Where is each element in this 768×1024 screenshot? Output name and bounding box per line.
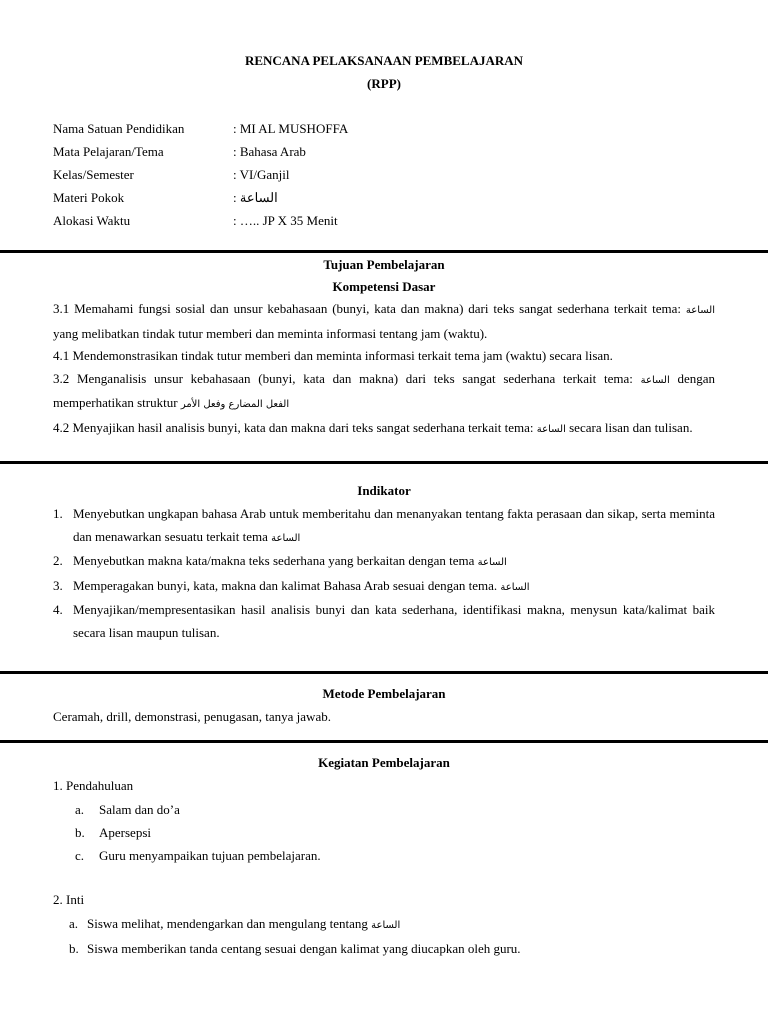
identity-row (53, 189, 653, 212)
indikator-list (53, 503, 715, 644)
kd-item-4-2 (53, 417, 715, 442)
arabic-text: الساعة (640, 374, 670, 386)
list-letter: b. (75, 824, 85, 840)
document-title: RENCANA PELAKSANAAN PEMBELAJARAN (244, 53, 524, 68)
kd-text: secara lisan dan tulisan. (565, 419, 693, 435)
kd-item-3-2 (53, 368, 715, 417)
list-letter: a. (69, 915, 79, 931)
list-item-text: Menyajikan/mempresentasikan hasil analisis bunyi dan kata sederhana, identifikasi makna, menysun kata/kalimat baik secara lisan maupun tulisan. (73, 602, 715, 640)
section-title-tujuan: Tujuan Pembelajaran (323, 257, 445, 272)
section-title-indikator: Indikator (357, 483, 411, 498)
section-divider (0, 250, 768, 253)
document-subtitle: (RPP) (367, 76, 401, 91)
list-letter: c. (75, 847, 85, 863)
list-item-text: Memperagakan bunyi, kata, makna dan kalimat Bahasa Arab sesuai dengan tema. (73, 577, 501, 593)
arabic-text: الساعة (371, 919, 401, 931)
kd-text: yang melibatkan tindak tutur memberi dan meminta informasi tentang jam (waktu). (53, 325, 488, 341)
arabic-text: الساعة (536, 423, 566, 435)
kd-paragraph (53, 298, 715, 441)
list-item-text: Siswa melihat, mendengarkan dan mengulang tentang (87, 915, 372, 931)
inti-block (53, 889, 715, 960)
list-item (53, 844, 715, 867)
section-divider (0, 461, 768, 464)
list-item (53, 550, 715, 575)
list-item-text: Salam dan do’a (99, 801, 180, 817)
identity-value: : MI AL MUSHOFFA (233, 121, 349, 136)
section-title-kegiatan: Kegiatan Pembelajaran (318, 755, 450, 770)
list-number: 3. (53, 577, 63, 593)
list-item (53, 798, 715, 821)
pendahuluan-heading: 1. Pendahuluan (53, 778, 134, 793)
list-item-text: Siswa memberikan tanda centang sesuai dengan kalimat yang diucapkan oleh guru. (87, 940, 521, 956)
identity-table (53, 120, 653, 235)
list-item (53, 821, 715, 844)
identity-value: : الساعة (233, 190, 278, 205)
kd-item-4-1: 4.1 Mendemonstrasikan tindak tutur memberi dan meminta informasi terkait tema jam (waktu) secara lisan. (53, 348, 613, 363)
identity-label: Kelas/Semester (53, 167, 134, 182)
identity-label: Mata Pelajaran/Tema (53, 144, 164, 159)
kd-text: dengan memperhatikan struktur (53, 370, 716, 410)
list-number: 1. (53, 506, 63, 521)
list-item-text: Apersepsi (99, 824, 151, 840)
arabic-text: الساعة (500, 581, 530, 593)
arabic-text: الساعة (271, 532, 301, 544)
identity-label: Materi Pokok (53, 190, 125, 205)
list-letter: a. (75, 801, 85, 817)
arabic-text: الفعل المضارع وفعل الأمر (180, 399, 290, 410)
kd-text: 4.2 Menyajikan hasil analisis bunyi, kata dan makna dari teks sangat sederhana terkait tema: (53, 419, 537, 435)
section-divider (0, 740, 768, 743)
section-divider (0, 671, 768, 674)
kd-text: 3.1 Memahami fungsi sosial dan unsur kebahasaan (bunyi, kata dan makna) dari teks sangat sederhana terkait tema: (53, 301, 686, 316)
list-item (53, 503, 715, 550)
identity-row (53, 120, 653, 143)
list-number: 2. (53, 553, 63, 568)
list-item (53, 575, 553, 600)
list-letter: b. (69, 940, 79, 956)
pendahuluan-block (53, 775, 715, 867)
inti-heading: 2. Inti (53, 892, 85, 907)
section-subtitle-kompetensi: Kompetensi Dasar (332, 279, 436, 294)
list-item-text: Menyebutkan makna kata/makna teks sederhana yang berkaitan dengan tema (73, 553, 478, 568)
list-item (53, 599, 715, 644)
list-item-text: Guru menyampaikan tujuan pembelajaran. (99, 847, 321, 863)
identity-label: Alokasi Waktu (53, 213, 131, 228)
arabic-text: الساعة (685, 305, 715, 316)
identity-row (53, 166, 653, 189)
section-title-metode: Metode Pembelajaran (322, 686, 446, 701)
identity-label: Nama Satuan Pendidikan (53, 121, 185, 136)
identity-row (53, 143, 653, 166)
list-number: 4. (53, 602, 63, 617)
identity-value: : ….. JP X 35 Menit (233, 213, 338, 228)
list-item-text: Menyebutkan ungkapan bahasa Arab untuk memberitahu dan menanyakan tentang fakta perasaan dan sikap, serta meminta dan menawarkan sesuatu terkait tema (73, 506, 715, 544)
metode-text: Ceramah, drill, demonstrasi, penugasan, tanya jawab. (53, 709, 331, 724)
identity-value: : VI/Ganjil (233, 167, 290, 182)
list-item (53, 912, 715, 937)
arabic-text: الساعة (477, 557, 507, 568)
identity-value: : Bahasa Arab (233, 144, 306, 159)
list-item (53, 937, 715, 960)
identity-row (53, 212, 653, 235)
kd-text: 3.2 Menganalisis unsur kebahasaan (bunyi, kata dan makna) dari teks sangat sederhana terkait tema: (53, 370, 641, 386)
kd-item-3-1 (53, 298, 715, 345)
